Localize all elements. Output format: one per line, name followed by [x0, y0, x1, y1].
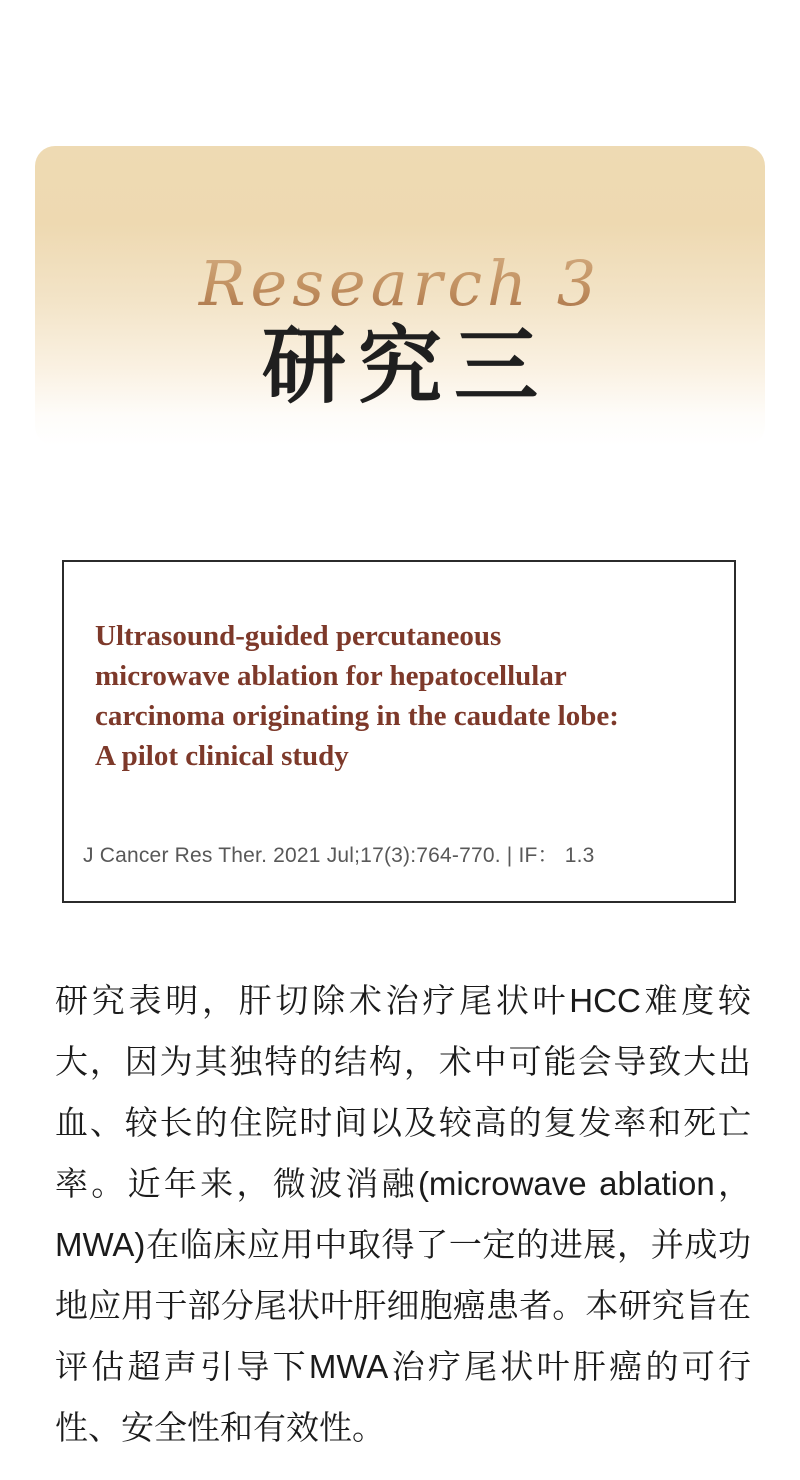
research-script-title: Research 3	[35, 246, 765, 322]
journal-citation: J Cancer Res Ther. 2021 Jul;17(3):764-770. | IF： 1.3	[83, 844, 595, 867]
abstract-paragraph: 研究表明，肝切除术治疗尾状叶HCC难度较大，因为其独特的结构，术中可能会导致大出血、较长的住院时间以及较高的复发率和死亡率。近年来，微波消融(microwave ablation，MWA)在临床应用中取得了一定的进展，并成功地应用于部分尾状叶肝细胞癌患者。本研究旨在评估超声引导下MWA治疗尾状叶肝癌的可行性、安全性和有效性。	[55, 982, 751, 1446]
paper-title	[64, 562, 734, 776]
paper-title-line-2: microwave ablation for hepatocellular	[95, 660, 567, 692]
paper-title-line-1: Ultrasound-guided percutaneous	[95, 620, 502, 652]
paper-title-line-4: A pilot clinical study	[95, 740, 349, 772]
paper-title-card	[62, 560, 736, 903]
research-section-banner	[35, 146, 765, 446]
paper-title-line-3: carcinoma originating in the caudate lobe:	[95, 700, 619, 732]
research-cn-title: 研究三	[261, 316, 550, 415]
